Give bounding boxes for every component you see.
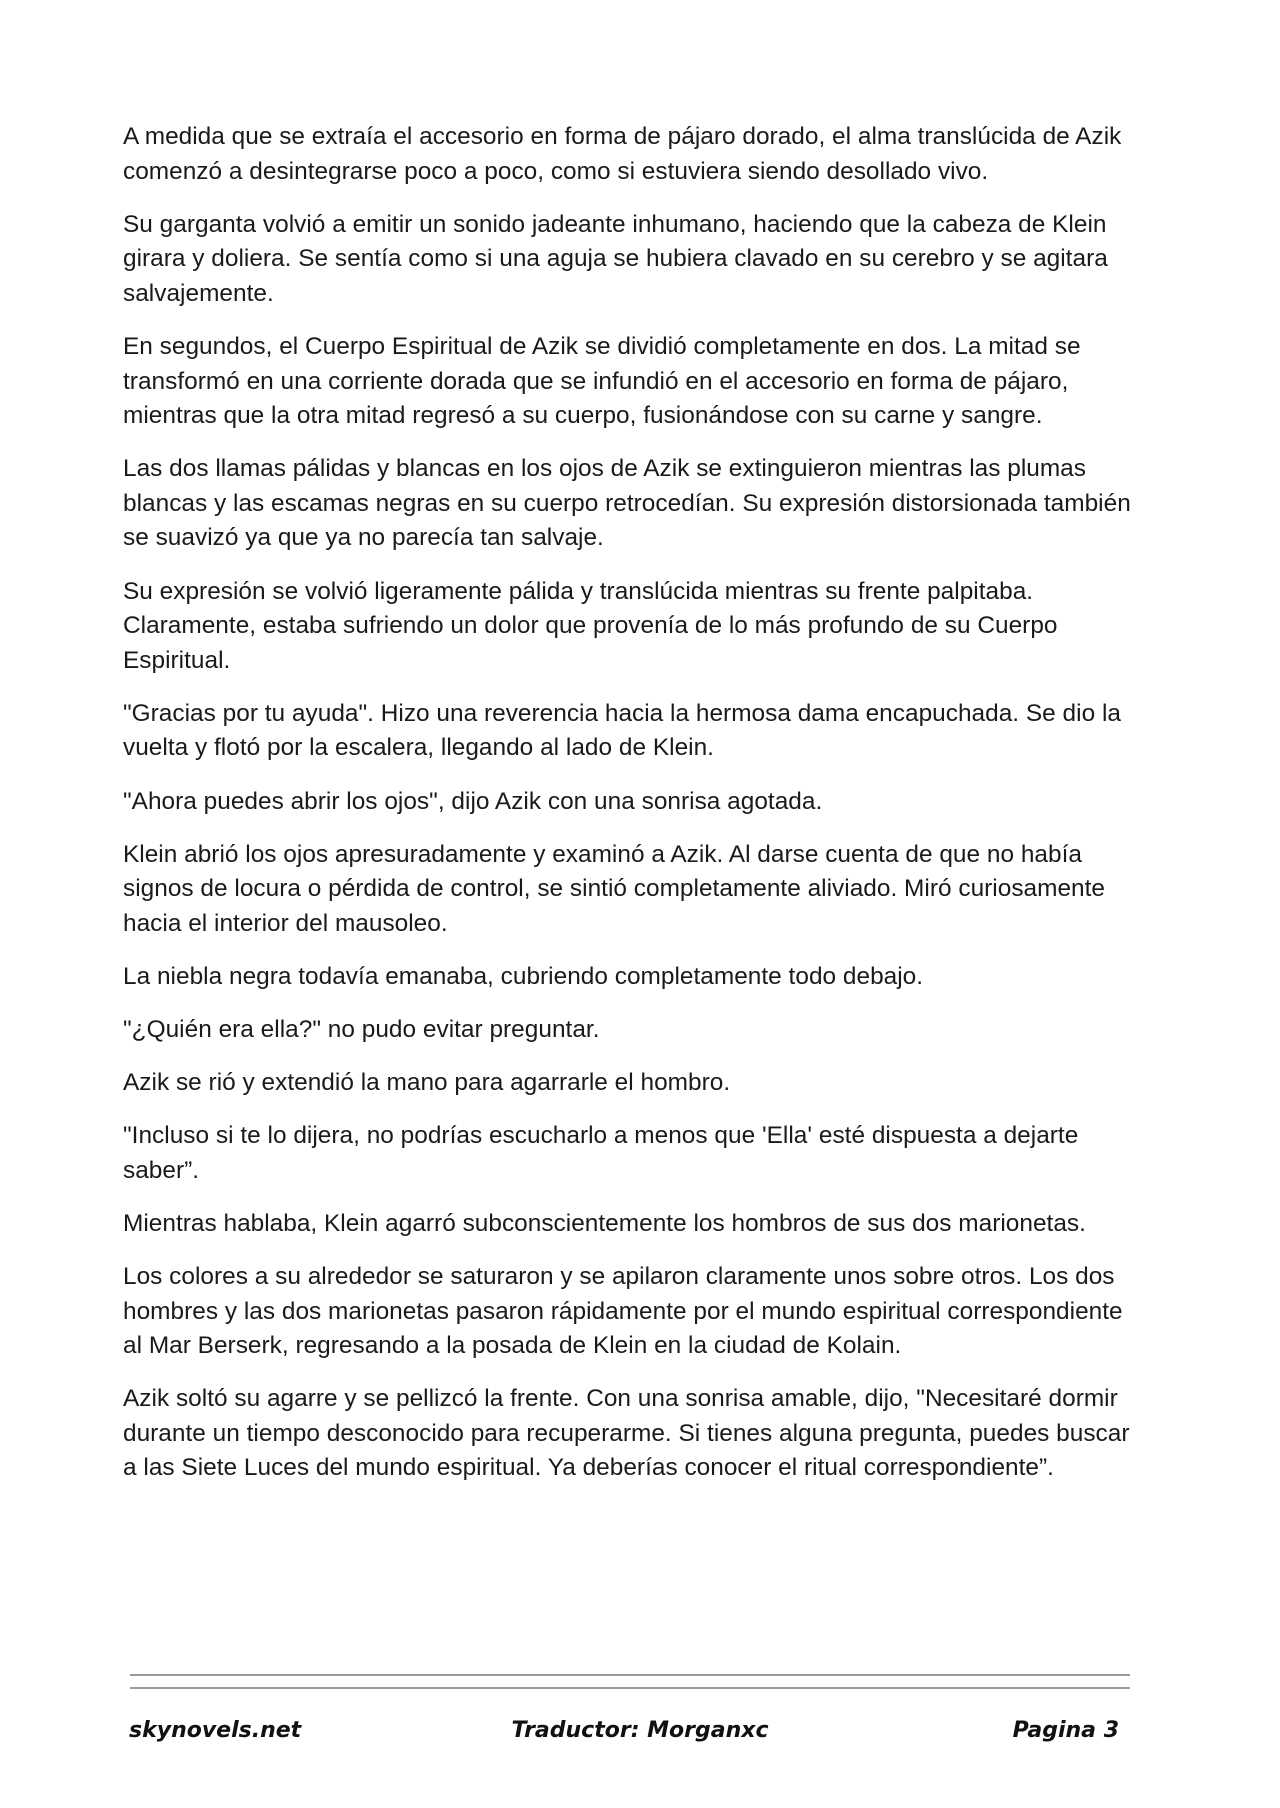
paragraph: Su garganta volvió a emitir un sonido jadeante inhumano, haciendo que la cabeza de Klein girara y doliera. Se sentía como si una aguja se hubiera clavado en su cerebro y se agitara salvajemente. — [123, 210, 1108, 307]
paragraph: Klein abrió los ojos apresuradamente y examinó a Azik. Al darse cuenta de que no había signos de locura o pérdida de control, se sintió completamente aliviado. Miró curiosamente hacia el interior del mausoleo. — [123, 840, 1106, 937]
footer-divider-bottom — [130, 1687, 1130, 1689]
paragraph: En segundos, el Cuerpo Espiritual de Azik se dividió completamente en dos. La mitad se transformó en una corriente dorada que se infundió en el accesorio en forma de pájaro, mientras que la otra mitad regresó a su cuerpo, fusionándose con su carne y sangre. — [123, 332, 1081, 430]
footer-site-name: skynovels.net — [129, 1718, 302, 1743]
paragraph: Su expresión se volvió ligeramente pálida y translúcida mientras su frente palpitaba. Claramente, estaba sufriendo un dolor que provenía de lo más profundo de su Cuerpo Espiritual. — [123, 577, 1058, 674]
paragraph: Azik soltó su agarre y se pellizcó la frente. Con una sonrisa amable, dijo, "Necesitaré dormir durante un tiempo desconocido para recuperarme. Si tienes alguna pregunta, puedes buscar a las Siete Luces del mundo espiritual. Ya deberías conocer el ritual correspondiente”. — [123, 1385, 1130, 1482]
paragraph: "Gracias por tu ayuda". Hizo una reverencia hacia la hermosa dama encapuchada. Se dio la vuelta y flotó por la escalera, llegando al lado de Klein. — [123, 699, 1121, 762]
paragraph: Las dos llamas pálidas y blancas en los ojos de Azik se extinguieron mientras las plumas blancas y las escamas negras en su cuerpo retrocedían. Su expresión distorsionada también se suavizó ya que ya no parecía tan salvaje. — [123, 455, 1131, 552]
footer-page-number: Pagina 3 — [1012, 1718, 1119, 1743]
paragraph: La niebla negra todavía emanaba, cubriendo completamente todo debajo. — [123, 962, 924, 990]
paragraph: "¿Quién era ella?" no pudo evitar preguntar. — [123, 1015, 600, 1043]
paragraph: "Incluso si te lo dijera, no podrías escucharlo a menos que 'Ella' esté dispuesta a dejarte saber”. — [123, 1122, 1079, 1184]
footer-translator: Traductor: Morganxc — [511, 1718, 769, 1743]
paragraph: Mientras hablaba, Klein agarró subconscientemente los hombros de sus dos marionetas. — [123, 1209, 1086, 1237]
paragraph: Los colores a su alrededor se saturaron y se apilaron claramente unos sobre otros. Los dos hombres y las dos marionetas pasaron rápidamente por el mundo espiritual correspondiente al Mar Berserk, regresando a la posada de Klein en la ciudad de Kolain. — [123, 1262, 1123, 1360]
footer-divider-top — [130, 1674, 1130, 1676]
document-body — [123, 120, 1138, 1505]
paragraph: "Ahora puedes abrir los ojos", dijo Azik con una sonrisa agotada. — [123, 787, 823, 815]
paragraph: Azik se rió y extendió la mano para agarrarle el hombro. — [123, 1069, 731, 1097]
paragraph: A medida que se extraía el accesorio en forma de pájaro dorado, el alma translúcida de Azik comenzó a desintegrarse poco a poco, como si estuviera siendo desollado vivo. — [123, 123, 1122, 185]
